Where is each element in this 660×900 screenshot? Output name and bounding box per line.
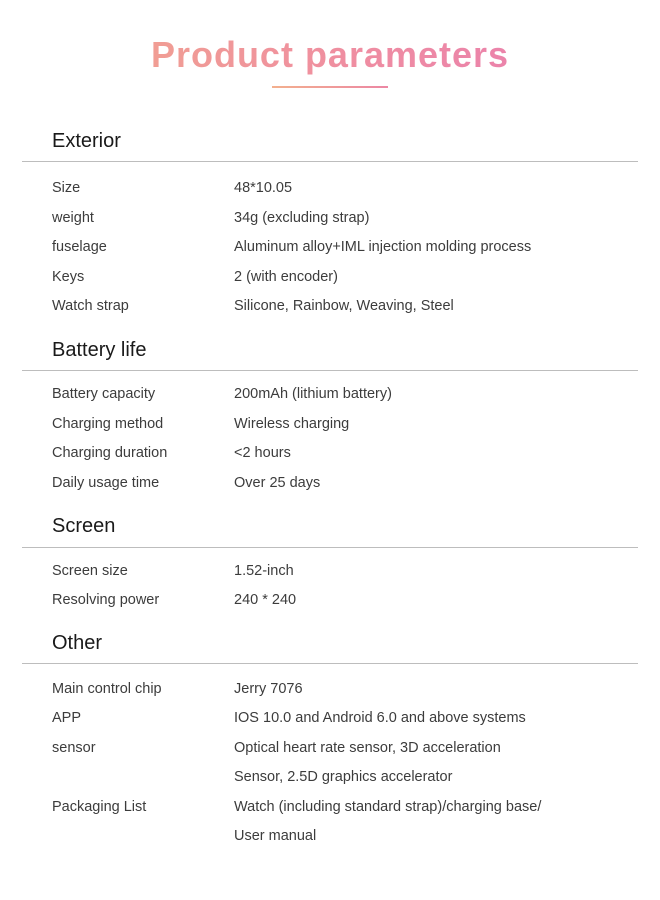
exterior-row-label: Watch strap [52,298,129,314]
section-divider-battery-life [22,370,638,371]
exterior-row-label: weight [52,210,94,226]
section-title-screen: Screen [52,515,116,537]
page-title: Product parameters [0,34,660,76]
screen-row-label: Resolving power [52,592,160,608]
exterior-row-label: Size [52,180,81,196]
other-row-value: Optical heart rate sensor, 3D acceleration [234,740,501,756]
exterior-row-label: Keys [52,269,85,285]
section-divider-other [22,663,638,664]
exterior-row-value: 48*10.05 [234,180,293,196]
exterior-row-value: 34g (excluding strap) [234,210,370,226]
title-underline [272,86,388,88]
other-row-value-continued: Sensor, 2.5D graphics accelerator [234,769,453,785]
battery-row-value: <2 hours [234,445,291,461]
other-row-value: IOS 10.0 and Android 6.0 and above systems [234,710,526,726]
battery-row-value: Over 25 days [234,475,321,491]
section-title-battery-life: Battery life [52,339,147,361]
other-row-label: APP [52,710,82,726]
other-row-label: Packaging List [52,799,147,815]
section-divider-exterior [22,161,638,162]
section-title-other: Other [52,632,103,654]
other-row-value: Watch (including standard strap)/charging base/ [234,799,542,815]
battery-row-value: 200mAh (lithium battery) [234,386,392,402]
section-divider-screen [22,547,638,548]
other-row-value: Jerry 7076 [234,681,303,697]
screen-row-label: Screen size [52,563,128,579]
exterior-row-label: fuselage [52,239,107,255]
exterior-row-value: Silicone, Rainbow, Weaving, Steel [234,298,454,314]
section-title-exterior: Exterior [52,130,121,152]
screen-row-value: 1.52-inch [234,563,294,579]
battery-row-label: Daily usage time [52,475,160,491]
other-row-value-continued: User manual [234,828,317,844]
other-row-label: sensor [52,740,96,756]
other-row-label: Main control chip [52,681,162,697]
battery-row-value: Wireless charging [234,416,350,432]
battery-row-label: Battery capacity [52,386,156,402]
screen-row-value: 240 * 240 [234,592,297,608]
exterior-row-value: 2 (with encoder) [234,269,338,285]
exterior-row-value: Aluminum alloy+IML injection molding process [234,239,532,255]
battery-row-label: Charging duration [52,445,168,461]
battery-row-label: Charging method [52,416,164,432]
